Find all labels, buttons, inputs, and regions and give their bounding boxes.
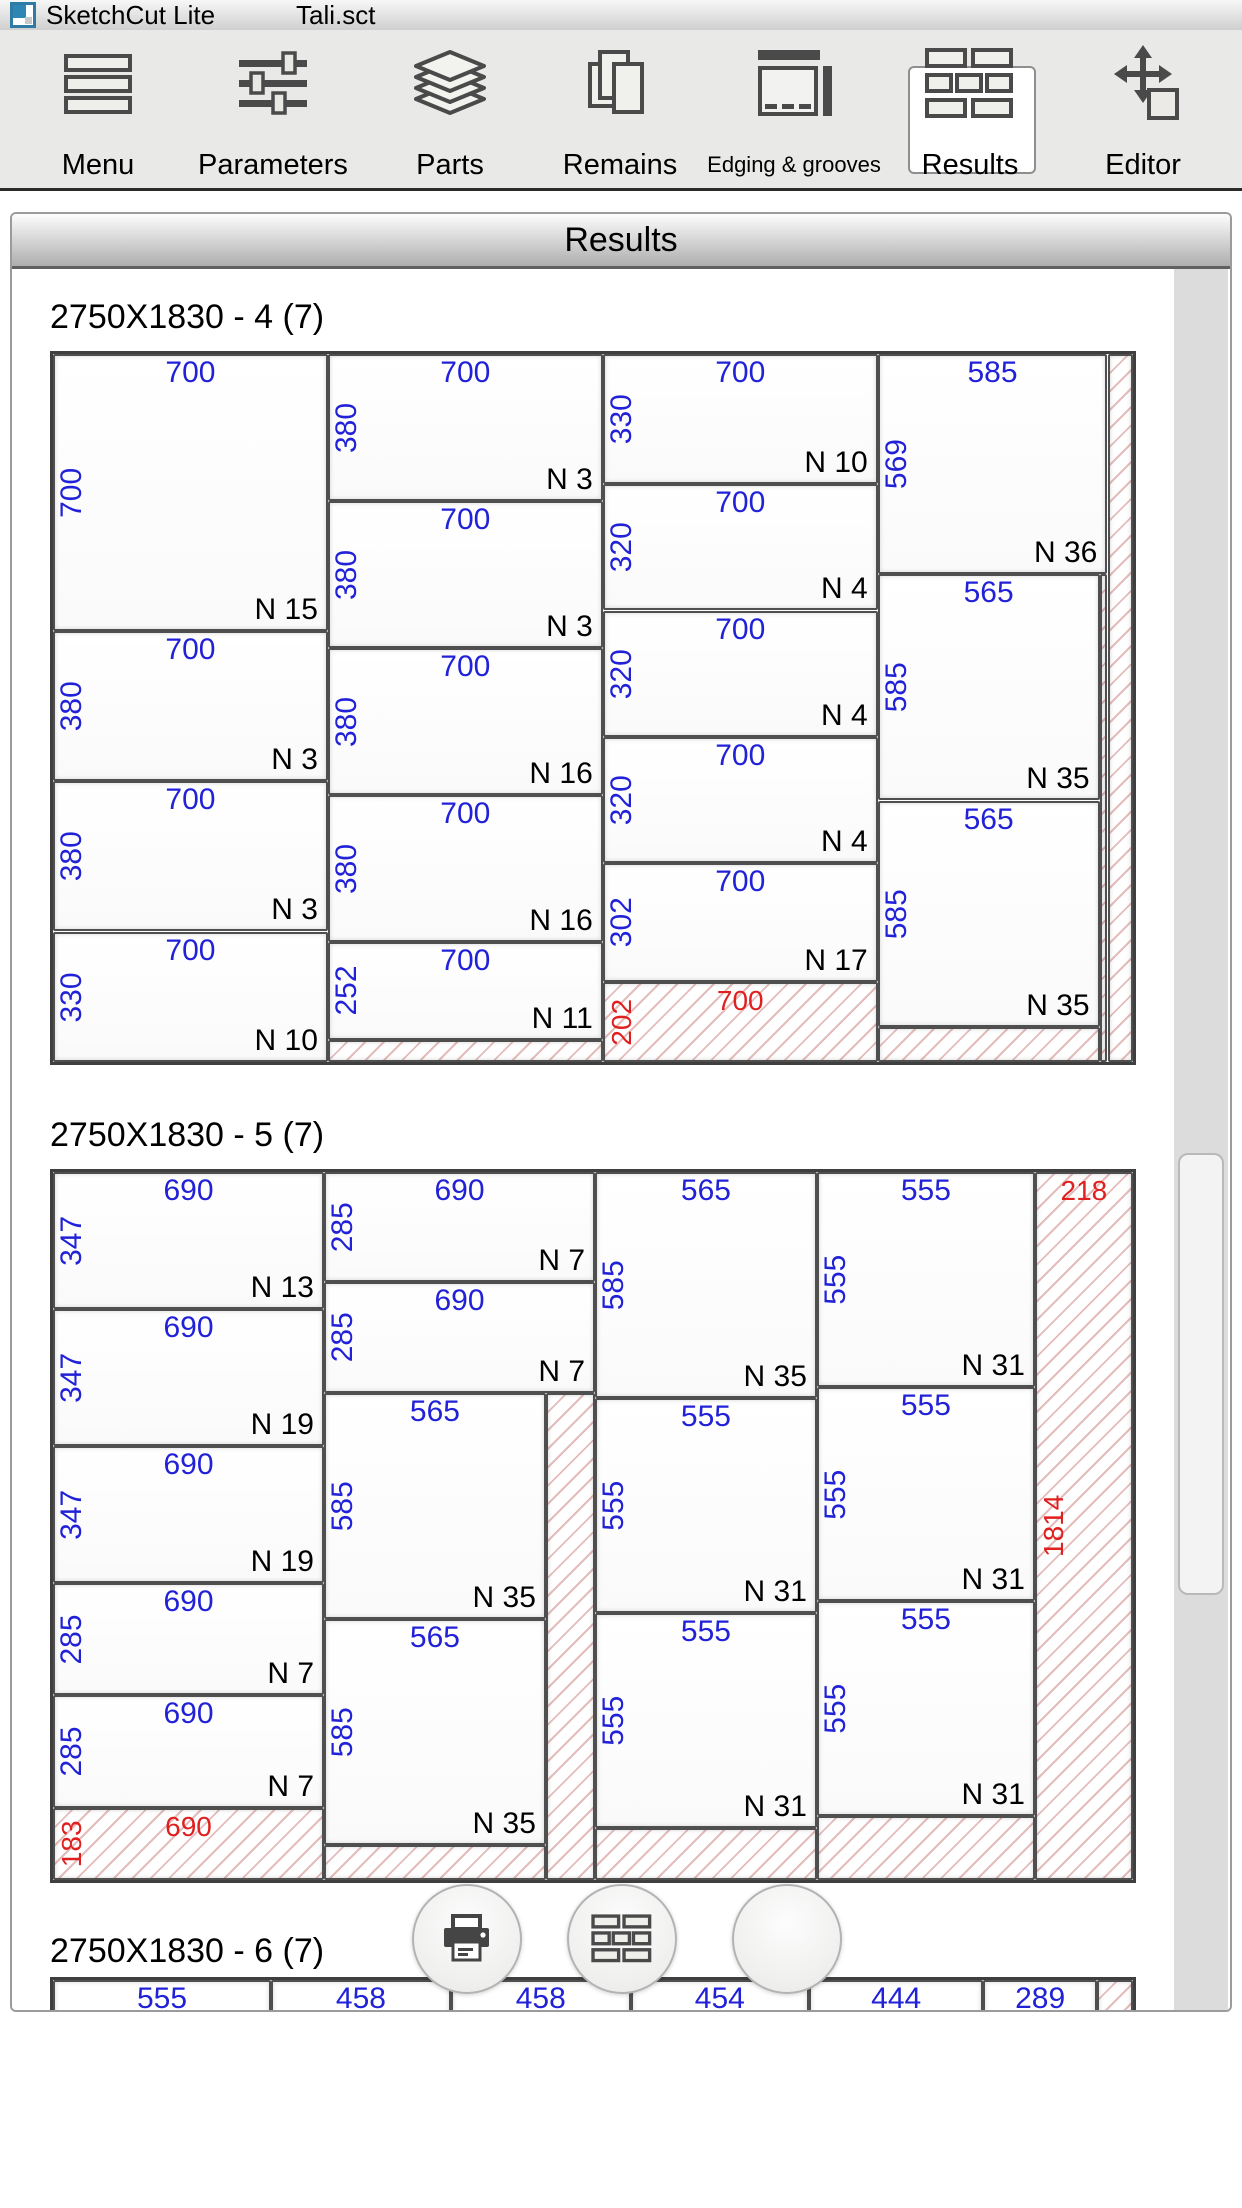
height-dimension-label: 380 xyxy=(329,402,363,453)
height-dimension-label: 380 xyxy=(329,696,363,747)
scrollbar-track[interactable] xyxy=(1174,269,1228,2010)
width-dimension-label: 700 xyxy=(440,356,491,389)
height-dimension-label: 285 xyxy=(326,1312,359,1363)
editor-icon xyxy=(1103,36,1183,132)
part-number-label: N 7 xyxy=(538,1244,585,1278)
height-dimension-label: 202 xyxy=(605,998,637,1046)
height-dimension-label: 183 xyxy=(56,1820,87,1868)
width-dimension-label: 700 xyxy=(715,738,766,772)
results-window xyxy=(10,212,1232,2012)
parts-icon xyxy=(410,36,490,132)
waste-cell xyxy=(328,1040,603,1062)
height-dimension-label: 285 xyxy=(55,1614,88,1665)
part-cell xyxy=(878,354,1108,574)
width-dimension-label: 690 xyxy=(434,1174,485,1207)
part-number-label: N 36 xyxy=(1034,536,1098,570)
toolbar-item-editor[interactable] xyxy=(1055,36,1231,182)
layouts-button[interactable] xyxy=(567,1884,677,1994)
waste-cell xyxy=(546,1393,595,1881)
width-dimension-label: 690 xyxy=(163,1584,214,1618)
part-number-label: N 4 xyxy=(821,698,868,732)
waste-cell xyxy=(817,1816,1035,1880)
height-dimension-label: 569 xyxy=(879,439,913,490)
part-cell xyxy=(817,1387,1035,1602)
part-cell xyxy=(817,1172,1035,1387)
part-cell xyxy=(53,1980,271,2010)
part-cell xyxy=(603,354,878,484)
waste-cell xyxy=(1100,574,1108,1062)
part-cell xyxy=(595,1398,817,1613)
waste-cell xyxy=(595,1828,817,1880)
part-number-label: N 31 xyxy=(743,1789,807,1823)
part-cell xyxy=(595,1613,817,1828)
results-content xyxy=(12,269,1230,2010)
height-dimension-label: 285 xyxy=(326,1202,359,1253)
part-cell xyxy=(53,354,328,631)
part-number-label: N 15 xyxy=(254,592,318,626)
menu-icon xyxy=(60,36,136,132)
edging-grooves-icon xyxy=(752,36,836,132)
part-cell xyxy=(328,354,603,501)
width-dimension-label: 555 xyxy=(680,1615,731,1648)
part-cell xyxy=(817,1601,1035,1816)
part-cell xyxy=(53,1172,324,1309)
part-number-label: N 10 xyxy=(804,446,868,480)
height-dimension-label: 585 xyxy=(597,1260,630,1311)
width-dimension-label: 700 xyxy=(715,865,766,899)
toolbar-label: Results xyxy=(921,149,1019,181)
width-dimension-label: 565 xyxy=(963,802,1014,836)
height-dimension-label: 320 xyxy=(604,522,638,573)
results-header: Results xyxy=(12,214,1230,269)
width-dimension-label: 218 xyxy=(1060,1175,1108,1206)
width-dimension-label: 555 xyxy=(136,1982,188,2010)
part-cell xyxy=(603,863,878,982)
height-dimension-label: 555 xyxy=(818,1683,852,1734)
height-dimension-label: 1814 xyxy=(1037,1494,1069,1558)
part-cell xyxy=(53,932,328,1063)
height-dimension-label: 320 xyxy=(604,774,638,825)
part-number-label: N 3 xyxy=(546,610,593,643)
part-number-label: N 19 xyxy=(250,1407,314,1441)
toolbar xyxy=(0,30,1242,191)
width-dimension-label: 700 xyxy=(440,503,491,536)
height-dimension-label: 585 xyxy=(879,888,913,939)
toolbar-label: Parts xyxy=(416,149,484,181)
bricks-icon xyxy=(591,1914,653,1964)
height-dimension-label: 585 xyxy=(879,662,913,713)
toolbar-item-parameters[interactable] xyxy=(185,36,361,182)
app-logo-gray-square xyxy=(25,17,32,24)
width-dimension-label: 458 xyxy=(515,1982,566,2010)
part-cell xyxy=(595,1172,817,1398)
width-dimension-label: 690 xyxy=(163,1447,214,1481)
part-number-label: N 35 xyxy=(1026,988,1090,1022)
width-dimension-label: 565 xyxy=(680,1174,731,1207)
scrollbar-thumb[interactable] xyxy=(1178,1153,1224,1595)
width-dimension-label: 700 xyxy=(715,612,766,646)
toolbar-item-parts[interactable] xyxy=(362,36,538,182)
height-dimension-label: 347 xyxy=(55,1489,88,1540)
part-number-label: N 19 xyxy=(250,1544,314,1578)
height-dimension-label: 585 xyxy=(326,1707,359,1758)
app-name: SketchCut Lite xyxy=(46,0,216,30)
part-cell xyxy=(324,1393,546,1619)
height-dimension-label: 347 xyxy=(55,1352,88,1403)
waste-cell xyxy=(53,1808,324,1880)
part-cell xyxy=(603,737,878,863)
part-cell xyxy=(328,942,603,1040)
width-dimension-label: 700 xyxy=(440,797,491,830)
part-number-label: N 31 xyxy=(961,1563,1025,1597)
width-dimension-label: 690 xyxy=(165,1810,212,1842)
part-number-label: N 3 xyxy=(271,893,318,927)
width-dimension-label: 454 xyxy=(694,1982,745,2010)
height-dimension-label: 320 xyxy=(604,648,638,699)
file-name: Tali.sct xyxy=(296,0,376,30)
height-dimension-label: 700 xyxy=(55,467,88,518)
part-cell xyxy=(53,1583,324,1696)
toolbar-label: Edging & grooves xyxy=(707,152,881,177)
part-cell xyxy=(328,501,603,648)
width-dimension-label: 700 xyxy=(165,356,216,389)
part-number-label: N 16 xyxy=(529,757,593,790)
waste-cell xyxy=(1108,354,1134,1062)
part-number-label: N 3 xyxy=(546,463,593,496)
part-number-label: N 17 xyxy=(804,944,868,978)
part-number-label: N 7 xyxy=(538,1354,585,1388)
part-number-label: N 4 xyxy=(821,572,868,606)
part-cell xyxy=(878,801,1100,1027)
height-dimension-label: 585 xyxy=(326,1480,359,1531)
parameters-icon xyxy=(235,36,311,132)
part-cell xyxy=(603,611,878,737)
height-dimension-label: 302 xyxy=(604,897,638,948)
part-number-label: N 31 xyxy=(961,1348,1025,1382)
panel-title: 2750X1830 - 5 (7) xyxy=(50,1116,325,1154)
blank-button[interactable] xyxy=(732,1884,842,1994)
remains-icon xyxy=(584,36,656,132)
part-number-label: N 3 xyxy=(271,743,318,777)
part-cell xyxy=(603,484,878,610)
part-cell xyxy=(324,1619,546,1845)
part-number-label: N 10 xyxy=(254,1024,318,1057)
height-dimension-label: 555 xyxy=(597,1480,630,1531)
width-dimension-label: 700 xyxy=(715,356,766,389)
waste-cell xyxy=(324,1845,546,1880)
part-number-label: N 13 xyxy=(250,1270,314,1304)
part-cell xyxy=(53,631,328,781)
cutting-diagram-1 xyxy=(50,351,1136,1065)
width-dimension-label: 555 xyxy=(900,1603,951,1637)
height-dimension-label: 285 xyxy=(55,1726,88,1777)
width-dimension-label: 555 xyxy=(680,1400,731,1434)
width-dimension-label: 289 xyxy=(1015,1982,1066,2010)
part-cell xyxy=(878,574,1100,800)
height-dimension-label: 555 xyxy=(818,1254,852,1305)
width-dimension-label: 700 xyxy=(440,650,491,683)
part-number-label: N 16 xyxy=(529,904,593,937)
part-cell xyxy=(809,1980,983,2010)
width-dimension-label: 555 xyxy=(900,1174,951,1207)
width-dimension-label: 565 xyxy=(409,1394,460,1428)
width-dimension-label: 700 xyxy=(715,486,766,520)
part-number-label: N 31 xyxy=(743,1574,807,1608)
toolbar-item-remains[interactable] xyxy=(532,36,708,182)
waste-cell xyxy=(603,982,878,1062)
part-cell xyxy=(53,781,328,931)
part-cell xyxy=(324,1282,595,1392)
part-cell xyxy=(328,795,603,942)
width-dimension-label: 700 xyxy=(165,632,216,666)
print-button[interactable] xyxy=(412,1884,522,1994)
cutting-diagram-2 xyxy=(50,1169,1136,1883)
width-dimension-label: 690 xyxy=(163,1174,214,1207)
width-dimension-label: 700 xyxy=(165,933,216,967)
width-dimension-label: 700 xyxy=(716,985,764,1017)
printer-icon xyxy=(440,1914,494,1964)
panel-title: 2750X1830 - 4 (7) xyxy=(50,298,325,336)
width-dimension-label: 565 xyxy=(963,576,1014,610)
height-dimension-label: 330 xyxy=(604,394,638,445)
toolbar-item-edging-grooves[interactable] xyxy=(706,36,882,182)
width-dimension-label: 690 xyxy=(434,1284,485,1318)
part-cell xyxy=(53,1309,324,1446)
height-dimension-label: 380 xyxy=(55,831,88,882)
toolbar-item-results[interactable] xyxy=(882,36,1058,182)
height-dimension-label: 555 xyxy=(818,1469,852,1520)
toolbar-label: Editor xyxy=(1105,149,1181,181)
app-logo-icon xyxy=(10,2,36,28)
waste-cell xyxy=(1097,1980,1133,2010)
part-cell xyxy=(983,1980,1097,2010)
part-number-label: N 35 xyxy=(472,1807,536,1841)
height-dimension-label: 347 xyxy=(55,1215,88,1266)
width-dimension-label: 700 xyxy=(440,944,491,978)
part-number-label: N 7 xyxy=(267,1657,314,1691)
width-dimension-label: 444 xyxy=(871,1982,922,2010)
part-number-label: N 35 xyxy=(743,1360,807,1394)
height-dimension-label: 380 xyxy=(329,549,363,600)
width-dimension-label: 555 xyxy=(900,1388,951,1422)
part-number-label: N 4 xyxy=(821,825,868,859)
part-number-label: N 35 xyxy=(472,1580,536,1614)
part-number-label: N 11 xyxy=(531,1001,593,1035)
height-dimension-label: 330 xyxy=(55,971,88,1022)
toolbar-label: Parameters xyxy=(198,149,348,181)
width-dimension-label: 585 xyxy=(967,356,1018,389)
width-dimension-label: 565 xyxy=(409,1620,460,1654)
toolbar-label: Menu xyxy=(61,149,135,181)
part-cell xyxy=(328,648,603,795)
toolbar-item-menu[interactable] xyxy=(10,36,186,182)
part-number-label: N 7 xyxy=(267,1769,314,1803)
part-number-label: N 35 xyxy=(1026,762,1090,796)
waste-cell xyxy=(878,1027,1100,1062)
width-dimension-label: 700 xyxy=(165,783,216,817)
panel-title: 2750X1830 - 6 (7) xyxy=(50,1932,325,1970)
height-dimension-label: 555 xyxy=(597,1695,630,1746)
width-dimension-label: 690 xyxy=(163,1310,214,1344)
part-cell xyxy=(53,1446,324,1583)
part-number-label: N 31 xyxy=(961,1778,1025,1812)
part-cell xyxy=(53,1695,324,1808)
part-cell xyxy=(271,1980,451,2010)
waste-cell xyxy=(1035,1172,1133,1880)
toolbar-label: Remains xyxy=(562,149,678,181)
height-dimension-label: 380 xyxy=(55,681,88,732)
height-dimension-label: 380 xyxy=(329,843,363,894)
width-dimension-label: 458 xyxy=(335,1982,386,2010)
part-cell xyxy=(324,1172,595,1282)
width-dimension-label: 690 xyxy=(163,1697,214,1731)
title-bar xyxy=(0,0,1242,31)
results-icon xyxy=(924,36,1016,132)
height-dimension-label: 252 xyxy=(329,965,363,1016)
